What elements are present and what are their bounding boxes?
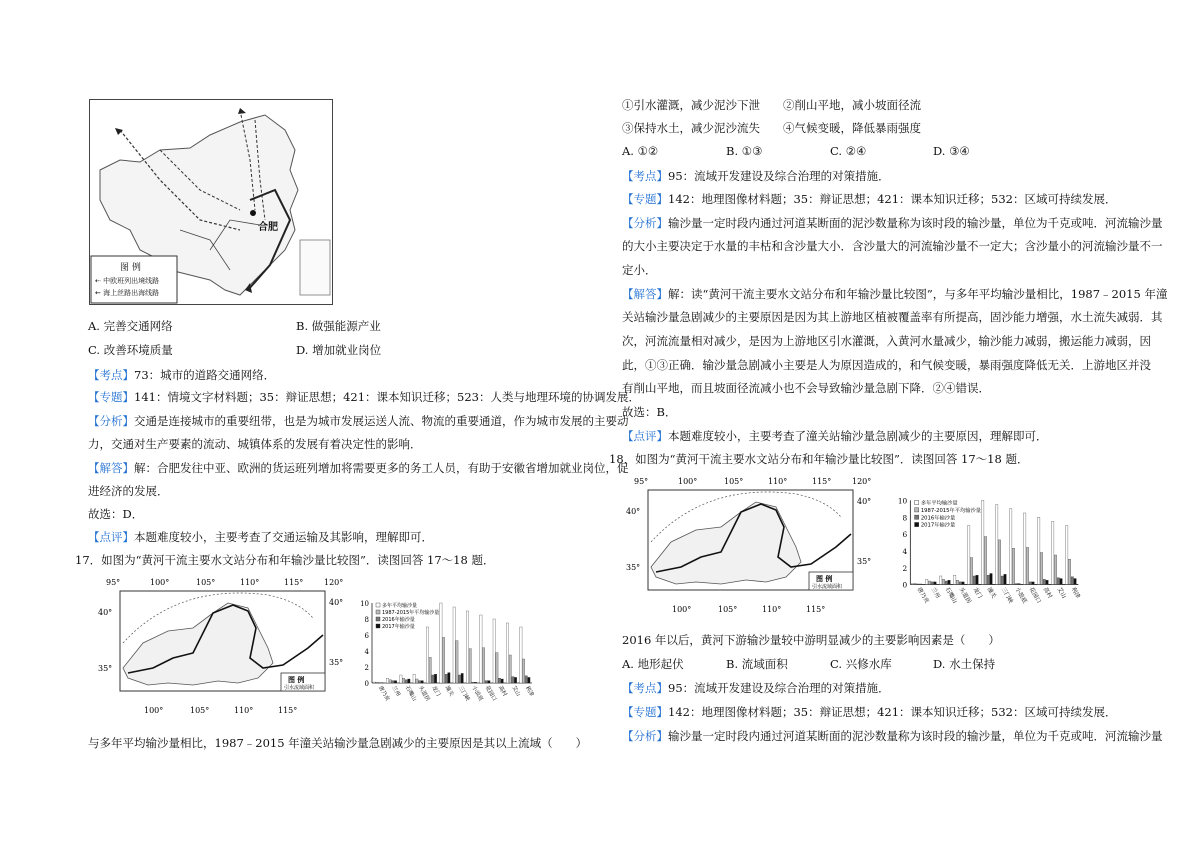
- bar: [400, 675, 402, 683]
- bar: [426, 627, 428, 683]
- lon-label-top: 105°: [724, 477, 744, 486]
- r-fenxi-line-2: 的大小主要决定于水量的丰枯和含沙量大小．含沙量大的河流输沙量不一定大；含沙量小的河流输沙量不一: [622, 239, 1163, 253]
- category-label: 利津: [1069, 586, 1081, 600]
- y-tick-label: 8: [902, 513, 908, 523]
- lon-label-bottom: 100°: [672, 605, 692, 614]
- bar: [445, 674, 447, 683]
- q18-title: 18．如图为“黄河干流主要水文站分布和年输沙量比较图”．读图回答 17～18 题．: [609, 452, 1029, 466]
- bar: [953, 575, 956, 584]
- bar: [392, 681, 394, 683]
- bar: [376, 682, 378, 683]
- bar: [485, 681, 487, 683]
- lon-label-top: 100°: [678, 477, 698, 486]
- y-tick-label: 4: [364, 648, 369, 656]
- category-label: 小浪底: [470, 685, 484, 703]
- bar: [967, 526, 970, 585]
- bar: [482, 648, 484, 683]
- bar: [928, 581, 931, 584]
- bar: [956, 580, 959, 584]
- bar: [1023, 513, 1026, 584]
- map-legend-item: 引水流域面积: [284, 685, 315, 691]
- q18-option-d[interactable]: D. 水土保持: [933, 657, 996, 671]
- category-label: 头道拐: [416, 685, 431, 703]
- bar-chart-large: [877, 492, 1097, 618]
- jieda-line-2: 进经济的发展．: [88, 484, 169, 498]
- legend-swatch: [915, 515, 919, 519]
- q17-title: 17．如图为“黄河干流主要水文站分布和年输沙量比较图”．读图回答 17～18 题．: [75, 553, 495, 567]
- bar: [987, 575, 990, 584]
- bar: [402, 678, 404, 683]
- bar: [434, 674, 436, 683]
- category-label: 高村: [496, 685, 508, 698]
- bar: [973, 576, 976, 584]
- bar: [418, 681, 420, 683]
- category-label: 花园口: [1027, 586, 1042, 605]
- legend-label: 1987-2015年平均输沙量: [382, 610, 440, 616]
- bar: [1054, 555, 1057, 584]
- lon-label-top: 95°: [634, 477, 649, 486]
- bar: [509, 655, 511, 683]
- bar: [1068, 559, 1071, 584]
- bar: [1057, 578, 1060, 585]
- bar: [512, 677, 514, 683]
- bar: [934, 582, 937, 585]
- lat-label-right: 40°: [857, 497, 872, 506]
- bar: [405, 680, 407, 683]
- q18-option-b[interactable]: B. 流域面积: [726, 657, 788, 671]
- lat-label-left: 40°: [98, 608, 113, 617]
- r-fenxi2-line: 【分析】输沙量一定时段内通过河道某断面的泥沙数量称为该时段的输沙量，单位为千克或吨．河流输沙量: [622, 729, 1163, 743]
- bar: [1040, 552, 1043, 584]
- category-label: 兰州: [390, 685, 401, 698]
- option-d[interactable]: D. 增加就业岗位: [296, 343, 382, 357]
- bar: [984, 537, 987, 585]
- bar-chart-small: [350, 595, 540, 715]
- lon-label-top: 115°: [284, 578, 304, 587]
- legend-label: 2017年输沙量: [382, 624, 415, 630]
- lon-label-top: 95°: [106, 578, 121, 587]
- y-tick-label: 2: [902, 563, 908, 573]
- bar: [998, 540, 1001, 585]
- bar: [1004, 574, 1007, 584]
- bar: [448, 673, 450, 683]
- lat-label-right: 35°: [857, 557, 872, 566]
- bar: [429, 657, 431, 683]
- bar: [925, 579, 928, 584]
- map-legend-item-1: ⇠ 中欧班列出境线路: [95, 277, 160, 285]
- legend-swatch: [915, 500, 919, 504]
- lon-label-bottom: 110°: [762, 605, 782, 614]
- legend-label: 多年平均输沙量: [920, 500, 958, 507]
- bar: [931, 582, 934, 585]
- bar: [416, 679, 418, 683]
- map-legend-title: 图 例: [288, 676, 305, 684]
- yellow-river-map-svg: [98, 573, 348, 723]
- r-fenxi-line-1: 【分析】输沙量一定时段内通过河道某断面的泥沙数量称为该时段的输沙量，单位为千克或吨．河流输沙量: [622, 216, 1163, 230]
- category-label: 石嘴山: [943, 586, 958, 605]
- lat-label-right: 40°: [329, 598, 344, 607]
- bar: [939, 576, 942, 584]
- solid-arrow-icon: ←: [95, 289, 101, 297]
- bar: [440, 603, 442, 683]
- china-map-svg: [90, 100, 332, 304]
- bar: [472, 682, 474, 683]
- r-fenxi-line-3: 定小．: [622, 263, 657, 277]
- statement-line-2: ③保持水土，减少泥沙流失 ④气候变暖，降低暴雨强度: [622, 121, 921, 135]
- lon-label-top: 115°: [812, 477, 832, 486]
- q17-option-c[interactable]: C. ②④: [830, 144, 867, 158]
- category-label: 潼关: [443, 685, 455, 698]
- legend-label: 2017年输沙量: [920, 522, 956, 529]
- option-c[interactable]: C. 改善环境质量: [88, 343, 173, 357]
- lon-label-bottom: 105°: [190, 706, 210, 715]
- category-label: 龙门: [971, 586, 983, 600]
- china-route-map: [89, 99, 333, 305]
- bar: [520, 627, 522, 683]
- bar: [506, 623, 508, 683]
- category-label: 潼关: [985, 586, 997, 600]
- q18-option-c[interactable]: C. 兴修水库: [830, 657, 892, 671]
- bar: [1037, 517, 1040, 584]
- lon-label-top: 120°: [852, 477, 872, 486]
- category-label: 唐乃亥: [376, 685, 391, 703]
- lat-label-left: 35°: [626, 563, 641, 572]
- q17-option-d[interactable]: D. ③④: [933, 144, 970, 158]
- r-zhuanti-line: 【专题】142：地理图像材料题；35：辩证思想；421：课本知识迁移；532：区域可持续发展．: [622, 192, 1117, 206]
- bar: [442, 637, 444, 683]
- y-tick-label: 0: [902, 580, 908, 590]
- bar: [525, 676, 527, 683]
- bar: [1051, 521, 1054, 584]
- y-tick-label: 2: [364, 664, 369, 672]
- bar: [386, 678, 388, 683]
- lon-label-top: 105°: [196, 578, 216, 587]
- bar: [914, 584, 917, 585]
- bar: [408, 679, 410, 683]
- q17-option-b[interactable]: B. ①③: [726, 144, 763, 158]
- map-legend-title: 图 例: [120, 263, 141, 273]
- bar: [1015, 584, 1018, 585]
- river-map-large: [622, 472, 880, 622]
- bar: [981, 500, 984, 584]
- bar: [959, 582, 962, 585]
- bar: [498, 678, 500, 683]
- lon-label-top: 110°: [768, 477, 788, 486]
- bar: [432, 675, 434, 683]
- category-label: 唐乃亥: [915, 586, 930, 605]
- bar: [496, 653, 498, 683]
- legend-swatch: [915, 522, 919, 526]
- legend-swatch: [376, 610, 380, 614]
- bar: [995, 505, 998, 585]
- bar: [474, 682, 476, 683]
- bar: [458, 675, 460, 683]
- bar: [528, 677, 530, 683]
- y-tick-label: 8: [364, 616, 369, 624]
- bar: [1065, 526, 1068, 585]
- kaodian-line: 【考点】73：城市的道路交通网络．: [88, 368, 276, 382]
- map-legend-title: 图 例: [816, 575, 833, 583]
- y-tick-label: 6: [902, 530, 908, 540]
- bar: [948, 580, 951, 584]
- category-label: 花园口: [483, 685, 498, 703]
- bar: [394, 681, 396, 683]
- jieda-line-1: 【解答】解：合肥发往中亚、欧洲的货运班列增加将需要更多的务工人员，有助于安徽省增加就业岗位，促: [88, 461, 629, 475]
- statement-line-1: ①引水灌溉，减少泥沙下泄 ②削山平地，减小坡面径流: [622, 98, 921, 112]
- category-label: 三门峡: [999, 586, 1014, 605]
- bar: [962, 582, 965, 585]
- legend-swatch: [376, 617, 380, 621]
- legend-label: 1987-2015年平均输沙量: [920, 507, 981, 514]
- bar: [942, 579, 945, 584]
- legend-swatch: [915, 508, 919, 512]
- category-label: 兰州: [929, 586, 941, 600]
- option-a[interactable]: A. 完善交通网络: [88, 319, 173, 333]
- category-label: 利津: [523, 685, 535, 698]
- r-jieda-line-2: 关站输沙量急剧减少的主要原因是因为其上游地区植被覆盖率有所提高，固沙能力增强，水土流失减弱．其: [622, 310, 1163, 324]
- yellow-river-map-svg: [622, 472, 880, 622]
- category-label: 小浪底: [1013, 586, 1028, 605]
- q17-stem: 与多年平均输沙量相比，1987﹣2015 年潼关站输沙量急剧减少的主要原因是其以上流域（ ）: [88, 736, 588, 750]
- r-kaodian2-line: 【考点】95：流域开发建设及综合治理的对策措施．: [622, 681, 890, 695]
- bar: [1071, 577, 1074, 585]
- y-tick-label: 4: [902, 546, 908, 556]
- lon-label-bottom: 100°: [144, 706, 164, 715]
- option-b[interactable]: B. 做强能源产业: [296, 319, 381, 333]
- q17-option-a[interactable]: A. ①②: [622, 144, 659, 158]
- bar: [1001, 576, 1004, 584]
- bar: [976, 575, 979, 584]
- category-label: 三门峡: [456, 685, 471, 703]
- bar: [514, 677, 516, 683]
- q18-stem: 2016 年以后，黄河下游输沙量较中游明显减少的主要影响因素是（ ）: [622, 633, 1000, 647]
- lon-label-top: 110°: [240, 578, 260, 587]
- r-jieda-line-1: 【解答】解：读“黄河干流主要水文站分布和年输沙量比较图”，与多年平均输沙量相比，1987﹣2015 年潼: [622, 287, 1168, 301]
- bar: [522, 659, 524, 683]
- bar: [1026, 547, 1029, 584]
- legend-swatch: [376, 603, 380, 607]
- legend-label: 2016年输沙量: [382, 617, 415, 623]
- bar: [488, 681, 490, 683]
- bar: [373, 682, 375, 683]
- category-label: 艾山: [510, 685, 521, 698]
- zhuanti-line: 【专题】141：情境文字材料题；35：辩证思想；421：课本知识迁移；523：人类与地理环境的协调发展．: [88, 390, 640, 404]
- bar: [461, 673, 463, 683]
- bar: [501, 679, 503, 683]
- r-guxuan-line: 故选：B．: [622, 405, 677, 419]
- bar: [453, 607, 455, 683]
- bar: [493, 619, 495, 683]
- q18-option-a[interactable]: A. 地形起伏: [622, 657, 684, 671]
- legend-swatch: [376, 624, 380, 628]
- bar: [1009, 509, 1012, 585]
- bar: [945, 581, 948, 584]
- sediment-bar-chart-svg: [350, 595, 540, 715]
- y-tick-label: 6: [364, 632, 369, 640]
- lon-label-bottom: 115°: [806, 605, 826, 614]
- lat-label-left: 40°: [626, 507, 641, 516]
- bar: [413, 674, 415, 683]
- lat-label-left: 35°: [98, 664, 113, 673]
- lon-label-top: 100°: [150, 578, 170, 587]
- fenxi-line-2: 力，交通对生产要素的流动、城镇体系的发展有着决定性的影响．: [88, 437, 422, 451]
- bar: [1029, 582, 1032, 585]
- bar: [469, 649, 471, 683]
- bar: [1043, 579, 1046, 584]
- dianping-line: 【点评】本题难度较小，主要考查了交通运输及其影响，理解即可．: [88, 530, 433, 544]
- bar: [466, 611, 468, 683]
- r-jieda-line-3: 次，河流流量相对减少，是因为上游地区引水灌溉，入黄河水量减少，输沙能力减弱，搬运能力减弱，因: [622, 334, 1151, 348]
- lon-label-bottom: 110°: [234, 706, 254, 715]
- bar: [1018, 584, 1021, 585]
- r-jieda-line-5: 有削山平地，而且坡面径流减小也不会导致输沙量急剧下降．②④错误．: [622, 381, 990, 395]
- bar: [421, 681, 423, 683]
- bar: [1074, 579, 1077, 585]
- r-zhuanti2-line: 【专题】142：地理图像材料题；35：辩证思想；421：课本知识迁移；532：区域可持续发展．: [622, 705, 1117, 719]
- bar: [389, 680, 391, 683]
- r-dianping-line: 【点评】本题难度较小，主要考查了潼关站输沙量急剧减少的主要原因，理解即可．: [622, 429, 1048, 443]
- r-kaodian-line: 【考点】95：流域开发建设及综合治理的对策措施．: [622, 169, 890, 183]
- y-tick-label: 10: [360, 600, 369, 608]
- lon-label-bottom: 105°: [718, 605, 738, 614]
- bar: [911, 583, 914, 584]
- lon-label-top: 120°: [324, 578, 344, 587]
- bar: [1046, 580, 1049, 584]
- category-label: 艾山: [1055, 586, 1067, 600]
- y-tick-label: 10: [897, 496, 908, 506]
- bar: [1032, 582, 1035, 585]
- legend-label: 2016年输沙量: [920, 515, 956, 522]
- fenxi-line-1: 【分析】交通是连接城市的重要纽带，也是为城市发展运送人流、物流的重要通道，作为城市发展的主要动: [88, 414, 629, 428]
- r-jieda-line-4: 此，①③正确．输沙量急剧减小主要是人为原因造成的，和气候变暖，暴雨强度降低无关．上游地区并没: [622, 358, 1151, 372]
- guxuan-line: 故选：D．: [88, 507, 144, 521]
- bar: [970, 558, 973, 585]
- category-label: 石嘴山: [403, 685, 418, 703]
- map-legend-item: 引水流域面积: [812, 584, 843, 590]
- category-label: 高村: [1041, 586, 1053, 600]
- bar: [480, 615, 482, 683]
- lon-label-bottom: 115°: [278, 706, 298, 715]
- bar: [456, 641, 458, 683]
- category-label: 龙门: [430, 685, 441, 698]
- y-tick-label: 0: [364, 680, 369, 688]
- legend-label: 多年平均输沙量: [382, 603, 418, 609]
- category-label: 头道拐: [957, 586, 972, 605]
- bar: [1060, 579, 1063, 585]
- river-map-small: [98, 573, 348, 723]
- bar: [990, 573, 993, 584]
- bar: [1012, 548, 1015, 584]
- map-legend-item-2: ← 海上丝路出海线路: [95, 289, 160, 297]
- sediment-bar-chart-svg: [877, 492, 1097, 618]
- lat-label-right: 35°: [329, 658, 344, 667]
- hefei-label: 合肥: [258, 222, 278, 233]
- dashed-arrow-icon: ⇠: [95, 277, 101, 285]
